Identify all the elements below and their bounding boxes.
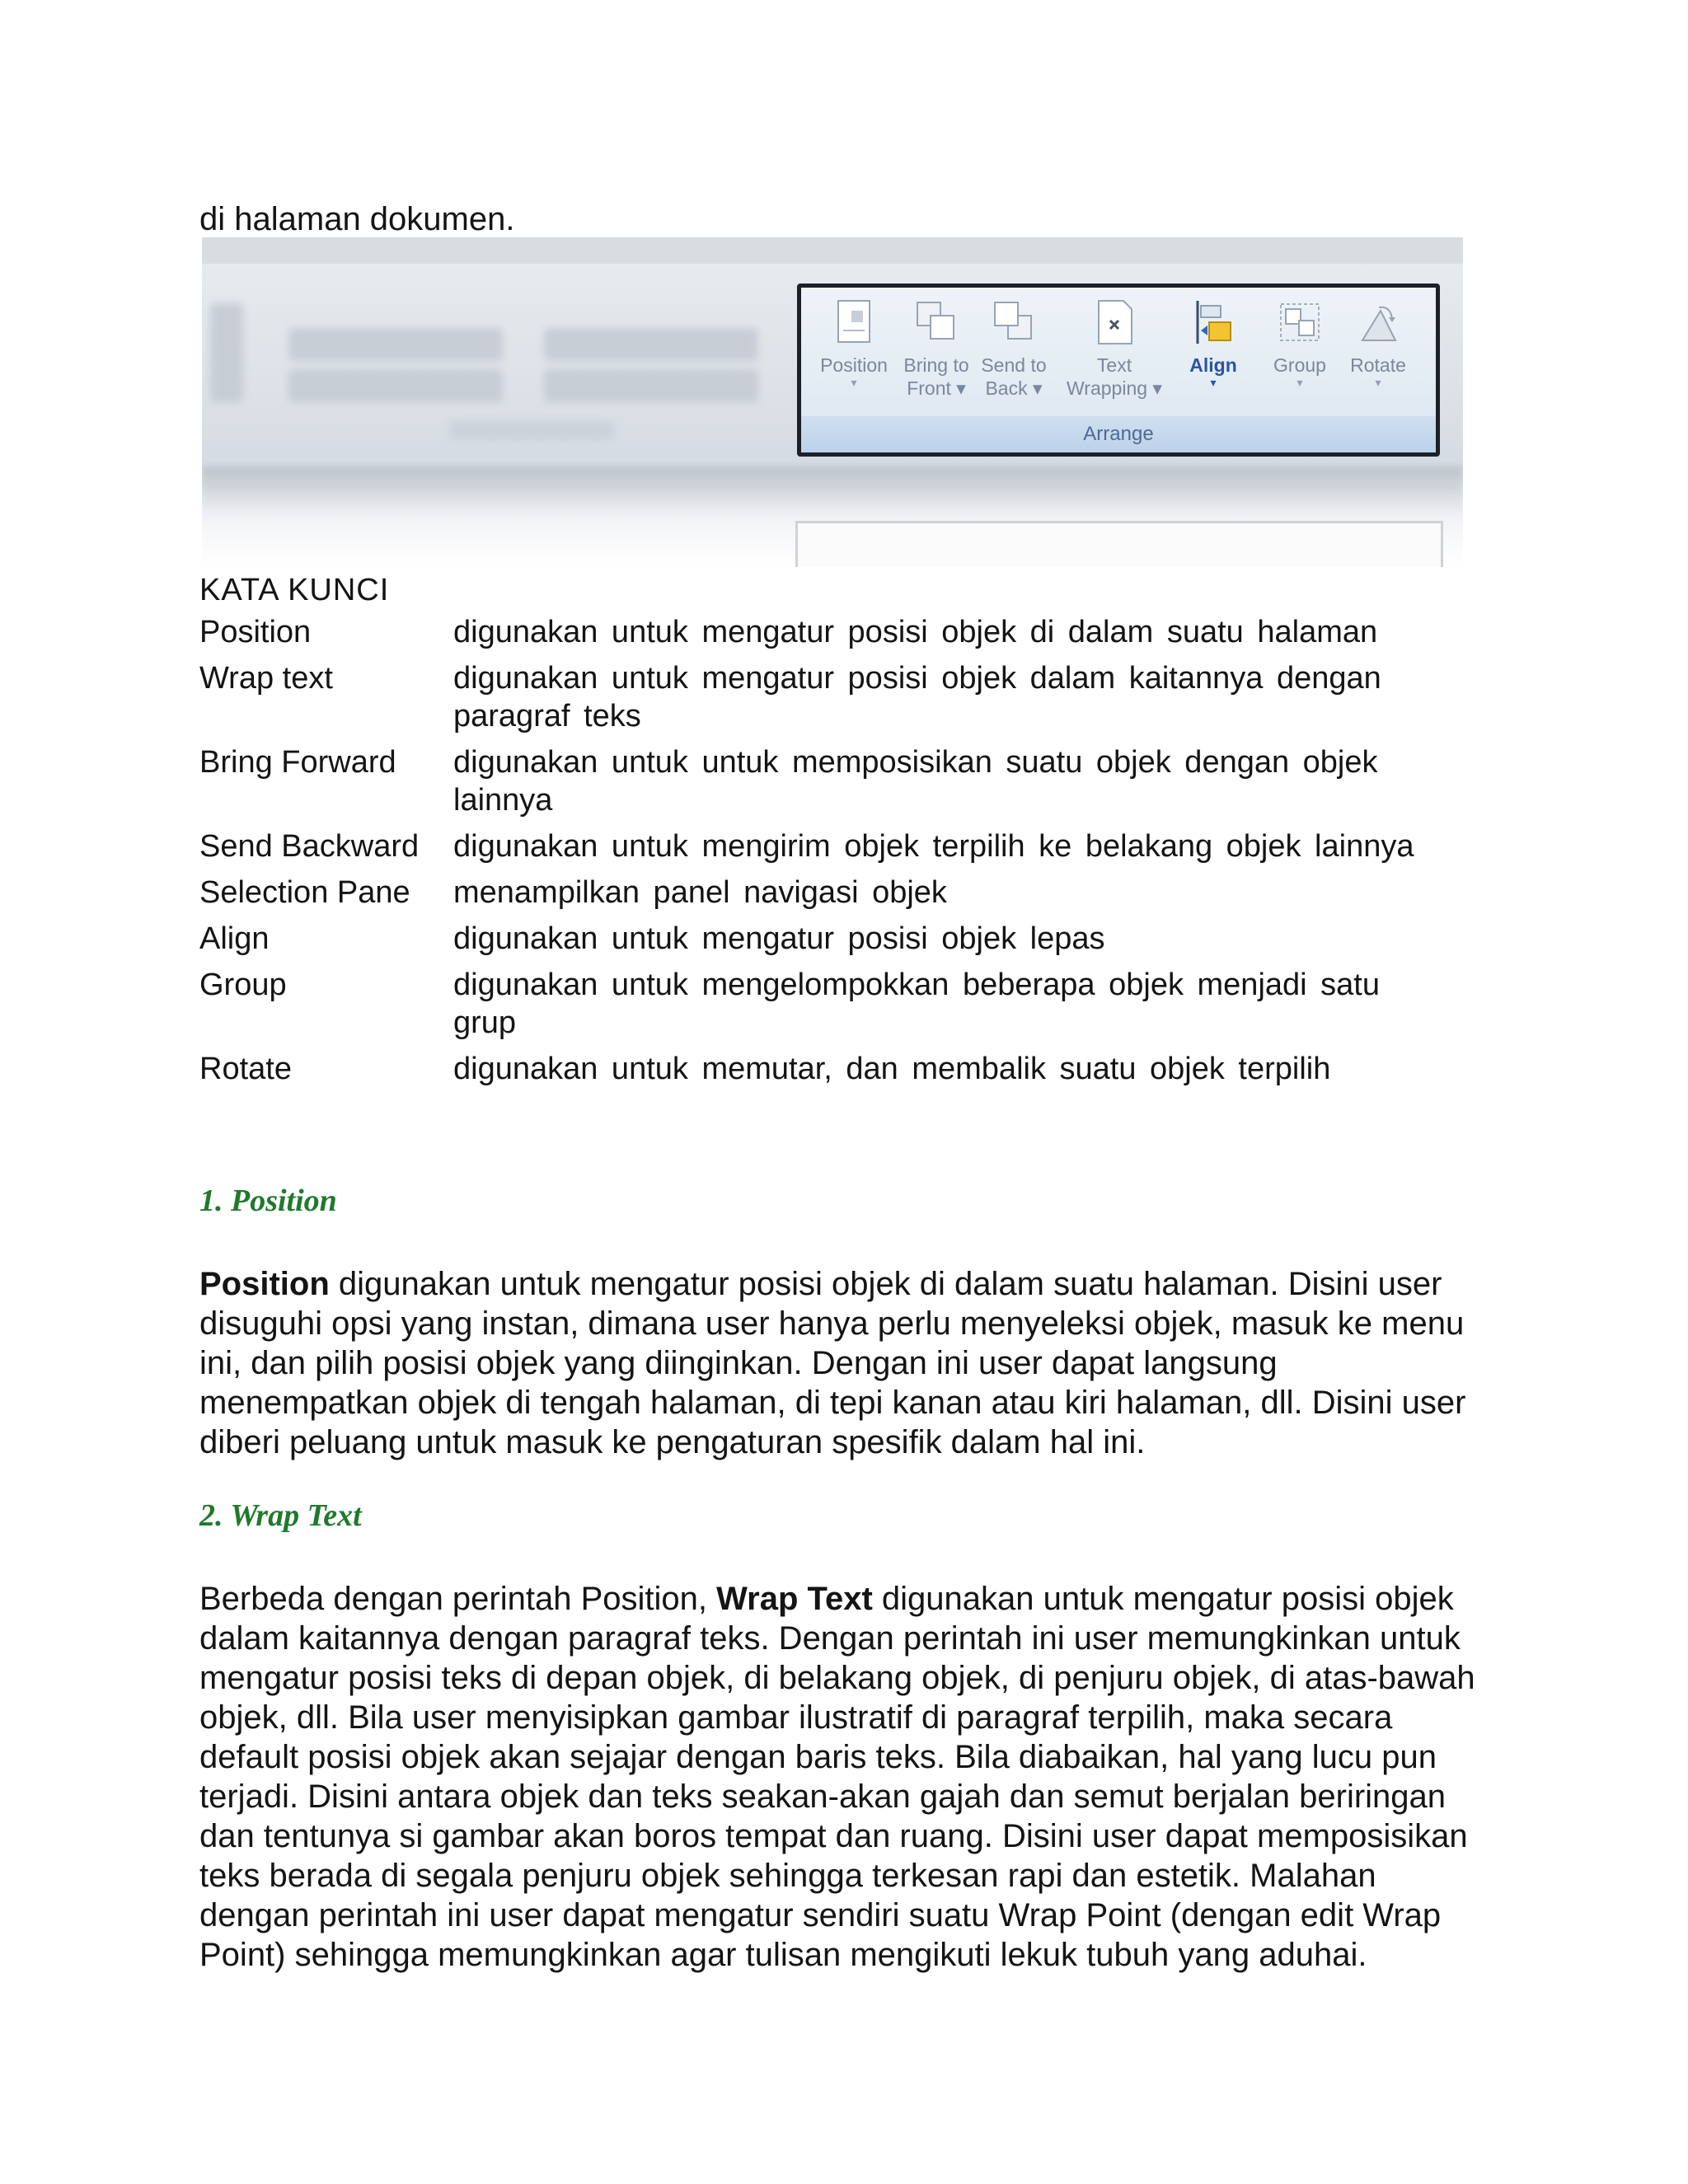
- keywords-title: KATA KUNCI: [199, 573, 390, 607]
- paragraph-text: digunakan untuk mengatur posisi objek di dalam suatu halaman. Disini user disuguhi opsi yang instan, dimana user hanya perlu menyeleksi objek, masuk ke menu ini, dan pilih posisi objek yang diinginkan. Dengan ini user dapat langsung menempatkan objek di tengah halaman, di tepi kanan atau kiri halaman, dll. Disini user diberi peluang untuk masuk ke pengaturan spesifik dalam hal ini.: [199, 1266, 1466, 1460]
- position-icon: [830, 298, 878, 349]
- group-icon: [1276, 298, 1324, 349]
- blurred-dialog-box: [795, 521, 1443, 567]
- keyword-row: [199, 920, 1436, 958]
- align-label: Align: [1189, 354, 1237, 376]
- keyword-definition: digunakan untuk mengelompokkan beberapa objek menjadi satu grup: [453, 968, 1380, 1040]
- keyword-row: [199, 659, 1436, 735]
- paragraph-text: digunakan untuk mengatur posisi objek dalam kaitannya dengan paragraf teks. Dengan perintah ini user memungkinkan untuk mengatur posisi teks di depan objek, di belakang objek, di penjuru objek, di atas-bawah objek, dll. Bila user menyisipkan gambar ilustratif di paragraf terpilih, maka secara default posisi objek akan sejajar dengan baris teks. Bila diabaikan, hal yang lucu pun terjadi. Disini antara objek dan teks seakan-akan gajah dan semut berjalan beriringan dan tentunya si gambar akan boros tempat dan ruang. Disini user dapat memposisikan teks berada di segala penjuru objek sehingga terkesan rapi dan estetik. Malahan dengan perintah ini user dapat mengatur sendiri suatu Wrap Point (dengan edit Wrap Point) sehingga memungkinkan agar tulisan mengikuti lekuk tubuh yang aduhai.: [199, 1581, 1475, 1973]
- dropdown-arrow-icon: ▾: [1375, 376, 1381, 389]
- bring-to-front-label-2: Front ▾: [907, 377, 966, 399]
- blurred-label: [449, 420, 614, 440]
- blurred-control: [544, 369, 758, 402]
- dropdown-arrow-icon: ▾: [1296, 376, 1303, 389]
- keyword-row: [199, 1050, 1436, 1088]
- send-to-back-label-1: Send to: [981, 354, 1047, 376]
- paragraph-text-before: Berbeda dengan perintah Position,: [199, 1581, 717, 1617]
- blurred-control: [288, 369, 503, 402]
- align-button[interactable]: [1172, 298, 1254, 388]
- keyword-term: Position: [199, 615, 312, 649]
- bring-to-front-icon: [912, 298, 960, 349]
- arrange-group-label: Arrange: [801, 416, 1436, 452]
- send-to-back-button[interactable]: [973, 298, 1055, 400]
- ribbon-screenshot: [202, 237, 1463, 567]
- blurred-control: [288, 328, 503, 361]
- keyword-term: Selection Pane: [199, 875, 410, 910]
- section-paragraph: [199, 1264, 1485, 1462]
- text-wrapping-label-2: Wrapping ▾: [1067, 377, 1162, 399]
- dropdown-arrow-icon: ▾: [1210, 376, 1217, 389]
- blurred-control: [210, 303, 243, 402]
- section-heading: 1. Position: [199, 1183, 337, 1218]
- keyword-definition: menampilkan panel navigasi objek: [453, 875, 947, 910]
- ribbon-tab-strip: [202, 237, 1463, 264]
- blurred-ruler: [202, 466, 1463, 508]
- paragraph-bold-term: Wrap Text: [716, 1581, 873, 1617]
- section-heading: 2. Wrap Text: [199, 1498, 362, 1533]
- arrange-group: [797, 284, 1440, 457]
- keyword-row: [199, 966, 1436, 1042]
- keyword-row: [199, 874, 1436, 912]
- keyword-term: Rotate: [199, 1052, 292, 1086]
- keyword-definition: digunakan untuk untuk memposisikan suatu objek dengan objek lainnya: [453, 745, 1378, 818]
- keyword-row: [199, 827, 1436, 865]
- intro-text: di halaman dokumen.: [199, 201, 515, 237]
- keyword-definition: digunakan untuk memutar, dan membalik suatu objek terpilih: [453, 1052, 1331, 1086]
- keyword-term: Bring Forward: [199, 745, 396, 780]
- dropdown-arrow-icon: ▾: [851, 376, 857, 389]
- section-paragraph: [199, 1579, 1485, 1975]
- position-button[interactable]: [813, 298, 895, 388]
- keyword-row: [199, 743, 1436, 819]
- group-button[interactable]: [1259, 298, 1341, 388]
- blurred-control: [544, 328, 758, 361]
- rotate-label: Rotate: [1350, 354, 1406, 376]
- keyword-definition: digunakan untuk mengatur posisi objek lepas: [453, 921, 1105, 956]
- bring-to-front-button[interactable]: [895, 298, 978, 400]
- paragraph-bold-term: Position: [199, 1266, 330, 1302]
- keyword-row: [199, 613, 1436, 651]
- align-icon: [1189, 298, 1237, 349]
- keyword-definition: digunakan untuk mengatur posisi objek di dalam suatu halaman: [453, 615, 1378, 649]
- keyword-definition: digunakan untuk mengatur posisi objek dalam kaitannya dengan paragraf teks: [453, 661, 1381, 733]
- keyword-term: Align: [199, 921, 270, 956]
- bring-to-front-label-1: Bring to: [903, 354, 969, 376]
- keywords-table: [199, 613, 1436, 1096]
- rotate-button[interactable]: [1337, 298, 1419, 388]
- text-wrapping-button[interactable]: [1065, 298, 1164, 400]
- keyword-definition: digunakan untuk mengirim objek terpilih ke belakang objek lainnya: [453, 829, 1414, 864]
- text-wrapping-icon: [1090, 298, 1138, 349]
- send-to-back-label-2: Back ▾: [985, 377, 1043, 399]
- position-label: Position: [820, 354, 888, 376]
- rotate-icon: [1354, 298, 1402, 349]
- send-to-back-icon: [990, 298, 1038, 349]
- group-label: Group: [1273, 354, 1326, 376]
- keyword-term: Wrap text: [199, 661, 333, 696]
- keyword-term: Group: [199, 968, 287, 1002]
- keyword-term: Send Backward: [199, 829, 420, 864]
- text-wrapping-label-1: Text: [1096, 354, 1132, 376]
